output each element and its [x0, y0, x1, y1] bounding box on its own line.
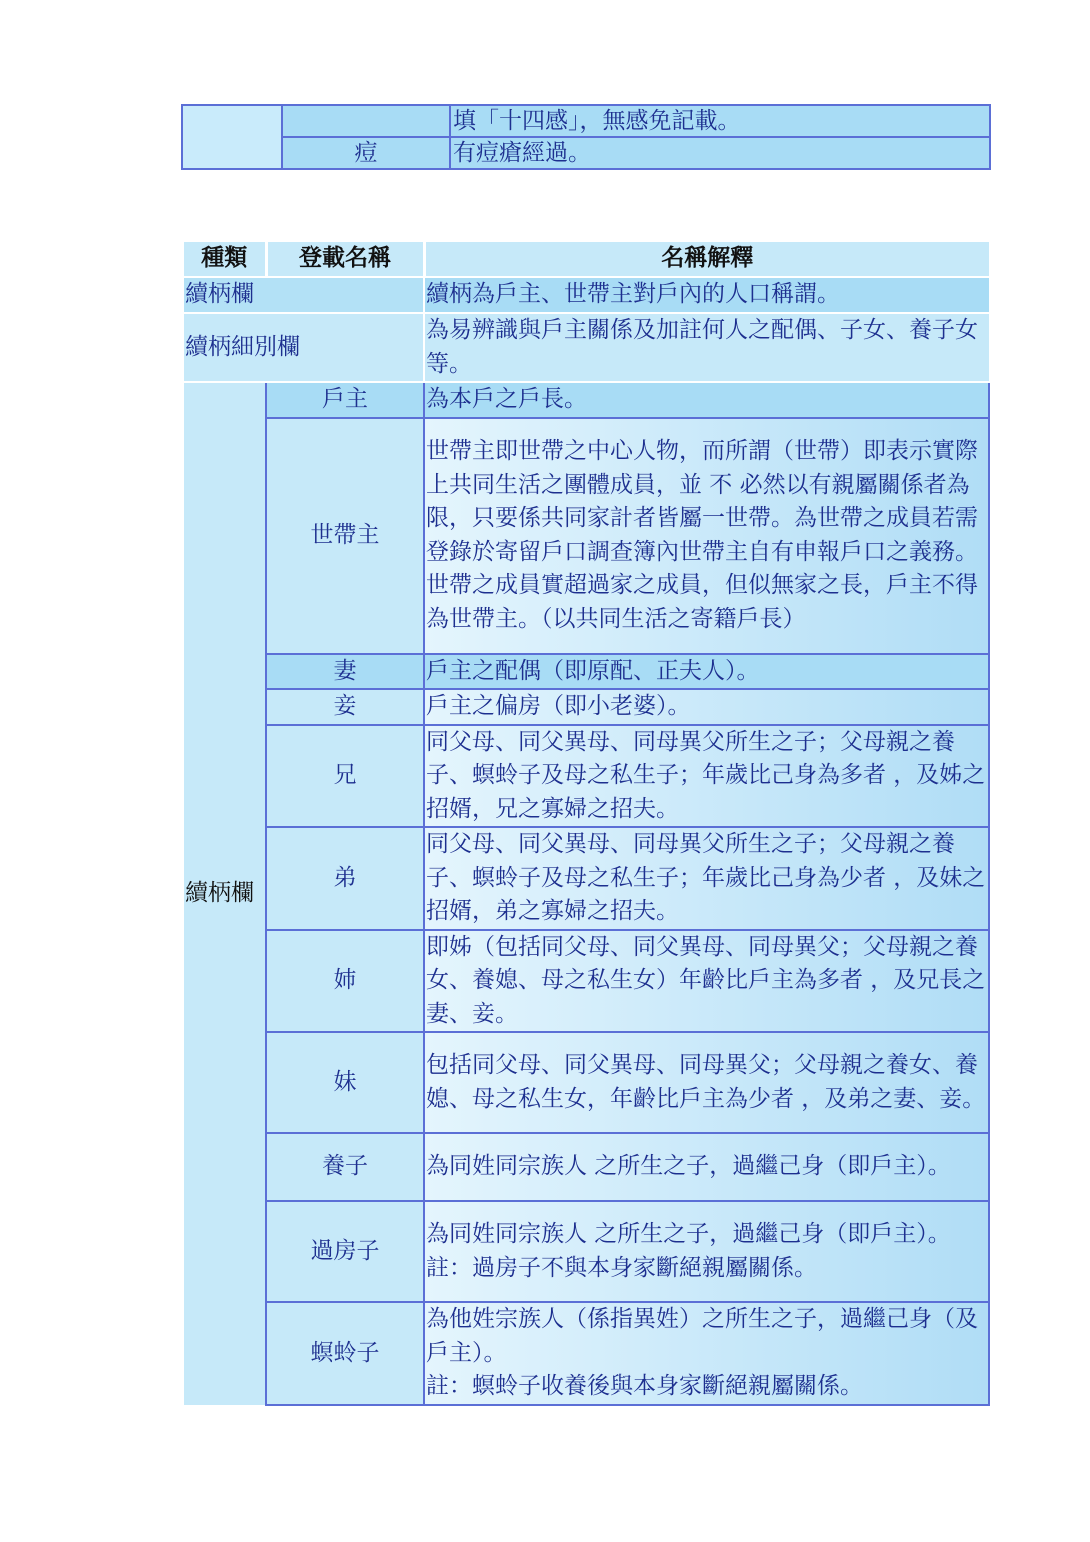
header-type: 種類	[184, 242, 266, 277]
note-text: 註：螟蛉子收養後與本身家斷絕親屬關係。	[426, 1373, 863, 1399]
desc-cell: 戶主之偏房（即小老婆）。	[424, 689, 989, 725]
name-cell: 妻	[266, 654, 424, 690]
desc-cell	[424, 1302, 989, 1405]
desc-cell: 為同姓同宗族人 之所生之子，過繼己身（即戶主）。	[424, 1133, 989, 1201]
category-cell	[182, 105, 282, 169]
table-row	[184, 654, 989, 690]
section-label: 續柄欄	[184, 277, 424, 313]
desc-cell: 同父母、同父異母、同母異父所生之子；父母親之養子、螟蛉子及母之私生子；年歲比己身為多者 ，及姊之招婿，兄之寡婦之招夫。	[424, 725, 989, 828]
desc-cell	[424, 1201, 989, 1302]
table-row	[184, 1032, 989, 1133]
table-row	[184, 1133, 989, 1201]
name-cell: 世帶主	[266, 418, 424, 654]
desc-cell: 包括同父母、同父異母、同母異父；父母親之養女、養媳、母之私生女，年齡比戶主為少者 ，及弟之妻、妾。	[424, 1032, 989, 1133]
top-table	[181, 104, 991, 170]
table-row	[184, 725, 989, 828]
table-row	[184, 382, 989, 418]
table-row	[184, 930, 989, 1033]
table-row	[184, 418, 989, 654]
name-cell: 兄	[266, 725, 424, 828]
desc-cell: 為本戶之戶長。	[424, 382, 989, 418]
name-cell: 弟	[266, 827, 424, 930]
name-cell: 養子	[266, 1133, 424, 1201]
header-name: 登載名稱	[266, 242, 424, 277]
table-row	[184, 1201, 989, 1302]
desc-cell: 有痘瘡經過。	[450, 137, 990, 169]
desc-text: 為他姓宗族人（係指異姓）之所生之子，過繼己身（及戶主）。	[426, 1306, 978, 1366]
table-header-row	[184, 242, 989, 277]
name-cell: 妾	[266, 689, 424, 725]
name-cell: 螟蛉子	[266, 1302, 424, 1405]
desc-cell: 即姊（包括同父母、同父異母、同母異父；父母親之養女、養媳、母之私生女）年齡比戶主為多者 ，及兄長之妻、妾。	[424, 930, 989, 1033]
name-cell: 妹	[266, 1032, 424, 1133]
desc-cell: 填「十四感」，無感免記載。	[450, 105, 990, 137]
table-row	[182, 105, 990, 137]
table-row	[182, 137, 990, 169]
name-cell: 痘	[282, 137, 450, 169]
section-desc: 為易辨識與戶主關係及加註何人之配偶、子女、養子女等。	[424, 313, 989, 382]
desc-cell: 世帶主即世帶之中心人物，而所謂（世帶）即表示實際 上共同生活之團體成員，並 不 必然以有親屬關係者為限，只要係共同家計者皆屬一世帶。為世帶之成員若需登錄於寄留戶口調查簿內世帶主自有申報戶口之義務。世帶之成員實超過家之成員，但似無家之長，戶主不得為世帶主。（以共同生活之寄籍戶長）	[424, 418, 989, 654]
section-row	[184, 277, 989, 313]
section-desc: 續柄為戶主、世帶主對戶內的人口稱謂。	[424, 277, 989, 313]
table-row	[184, 689, 989, 725]
desc-cell: 戶主之配偶（即原配、正夫人）。	[424, 654, 989, 690]
name-cell	[282, 105, 450, 137]
desc-text: 為同姓同宗族人 之所生之子，過繼己身（即戶主）。	[426, 1221, 951, 1247]
main-table	[184, 242, 990, 1406]
header-explanation: 名稱解釋	[424, 242, 989, 277]
table-row	[184, 827, 989, 930]
desc-cell: 同父母、同父異母、同母異父所生之子；父母親之養子、螟蛉子及母之私生子；年歲比己身為少者 ，及妹之招婿，弟之寡婦之招夫。	[424, 827, 989, 930]
section-label: 續柄細別欄	[184, 313, 424, 382]
category-cell: 續柄欄	[184, 382, 266, 1405]
note-text: 註：過房子不與本身家斷絕親屬關係。	[426, 1254, 817, 1281]
name-cell: 過房子	[266, 1201, 424, 1302]
section-row	[184, 313, 989, 382]
name-cell: 戶主	[266, 382, 424, 418]
name-cell: 姉	[266, 930, 424, 1033]
table-row	[184, 1302, 989, 1405]
